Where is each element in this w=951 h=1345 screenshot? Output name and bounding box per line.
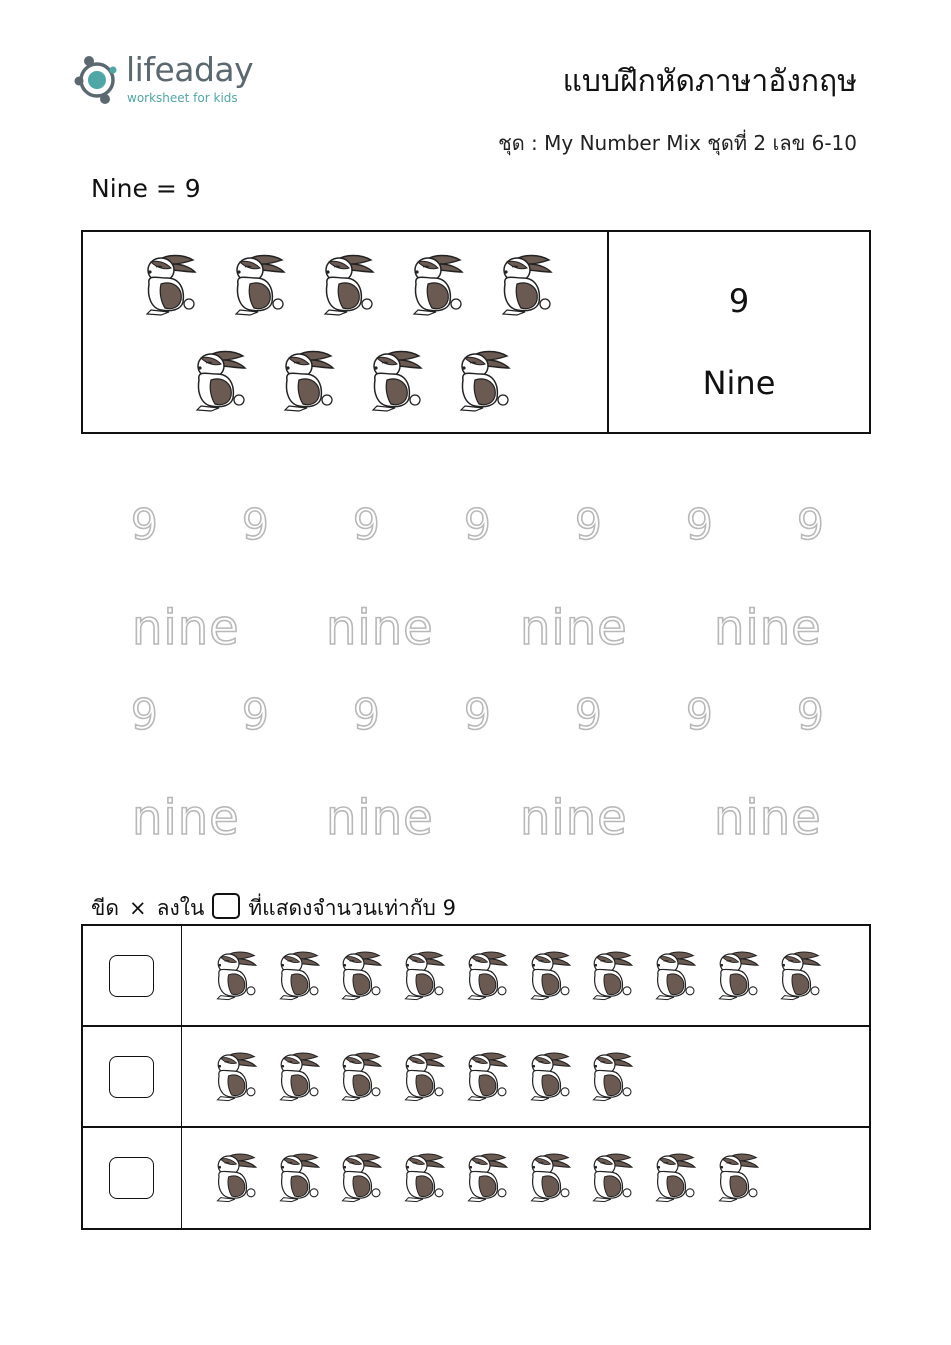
rabbit-icon [650, 944, 698, 1008]
rabbit-icon [336, 944, 384, 1008]
rabbit-icon [228, 248, 288, 322]
rabbit-icon [587, 1045, 635, 1109]
rabbit-icon [399, 1146, 447, 1210]
answer-checkbox[interactable] [109, 955, 154, 997]
choice-row [83, 1128, 869, 1228]
trace-word: nine [132, 790, 240, 846]
rabbit-icon [650, 1146, 698, 1210]
rabbit-icon [587, 944, 635, 1008]
box-divider [607, 232, 609, 432]
cross-mark-icon: × [129, 896, 147, 920]
trace-digit: 9 [242, 690, 269, 739]
rabbit-icon [274, 1146, 322, 1210]
counting-choice-table [81, 924, 871, 1230]
choice-row [83, 1027, 869, 1127]
rabbit-icon [775, 944, 823, 1008]
rabbit-icon [365, 344, 425, 418]
rabbit-icon [525, 1045, 573, 1109]
rabbit-icon [211, 1146, 259, 1210]
trace-digit: 9 [131, 690, 158, 739]
rabbit-icon [453, 344, 513, 418]
trace-word: nine [520, 790, 628, 846]
logo-molecule-icon [74, 54, 124, 106]
trace-word: nine [132, 600, 240, 656]
trace-digit: 9 [131, 500, 158, 549]
number-word: Nine [702, 364, 776, 402]
rabbit-icon [406, 248, 466, 322]
rabbit-icon [495, 248, 555, 322]
answer-checkbox[interactable] [109, 1157, 154, 1199]
trace-digit: 9 [797, 690, 824, 739]
page-title: แบบฝึกหัดภาษาอังกฤษ [562, 64, 857, 99]
trace-digit: 9 [353, 500, 380, 549]
trace-digit: 9 [353, 690, 380, 739]
lesson-heading: Nine = 9 [91, 174, 201, 203]
logo-tagline: worksheet for kids [127, 91, 238, 105]
trace-word: nine [520, 600, 628, 656]
rabbit-icon [139, 248, 199, 322]
rabbit-icon [211, 944, 259, 1008]
rabbit-icon [274, 944, 322, 1008]
checkbox-icon [212, 893, 240, 919]
rabbit-icon [399, 944, 447, 1008]
rabbit-icon [336, 1045, 384, 1109]
rabbit-icon [399, 1045, 447, 1109]
lifeaday-logo [74, 50, 264, 110]
instruction-text-middle: ลงใน [156, 896, 205, 920]
rabbit-icon [525, 1146, 573, 1210]
rabbit-icon [462, 1146, 510, 1210]
choice-row [83, 926, 869, 1026]
trace-word: nine [714, 600, 822, 656]
rabbit-icon [462, 944, 510, 1008]
rabbit-icon [274, 1045, 322, 1109]
answer-checkbox[interactable] [109, 1056, 154, 1098]
trace-digit: 9 [575, 690, 602, 739]
instruction-text-end: ที่แสดงจำนวนเท่ากับ 9 [248, 896, 456, 920]
trace-digit: 9 [797, 500, 824, 549]
trace-digit: 9 [686, 500, 713, 549]
logo-wordmark: lifeaday [126, 50, 254, 89]
rabbit-icon [713, 1146, 761, 1210]
rabbit-icon [587, 1146, 635, 1210]
trace-word: nine [326, 790, 434, 846]
rabbit-icon [317, 248, 377, 322]
trace-digit: 9 [686, 690, 713, 739]
rabbit-icon [713, 944, 761, 1008]
number-digit: 9 [728, 282, 750, 320]
instruction-text-start: ขีด [91, 896, 119, 920]
rabbit-icon [336, 1146, 384, 1210]
rabbit-icon [462, 1045, 510, 1109]
rabbit-icon [525, 944, 573, 1008]
page-subtitle: ชุด : My Number Mix ชุดที่ 2 เลข 6-10 [498, 131, 857, 155]
trace-digit: 9 [464, 690, 491, 739]
rabbit-icon [189, 344, 249, 418]
trace-digit: 9 [464, 500, 491, 549]
rabbit-icon [211, 1045, 259, 1109]
trace-word: nine [326, 600, 434, 656]
trace-digit: 9 [575, 500, 602, 549]
trace-digit: 9 [242, 500, 269, 549]
number-picture-box [81, 230, 871, 434]
trace-word: nine [714, 790, 822, 846]
rabbit-icon [277, 344, 337, 418]
exercise-instruction [91, 892, 456, 925]
